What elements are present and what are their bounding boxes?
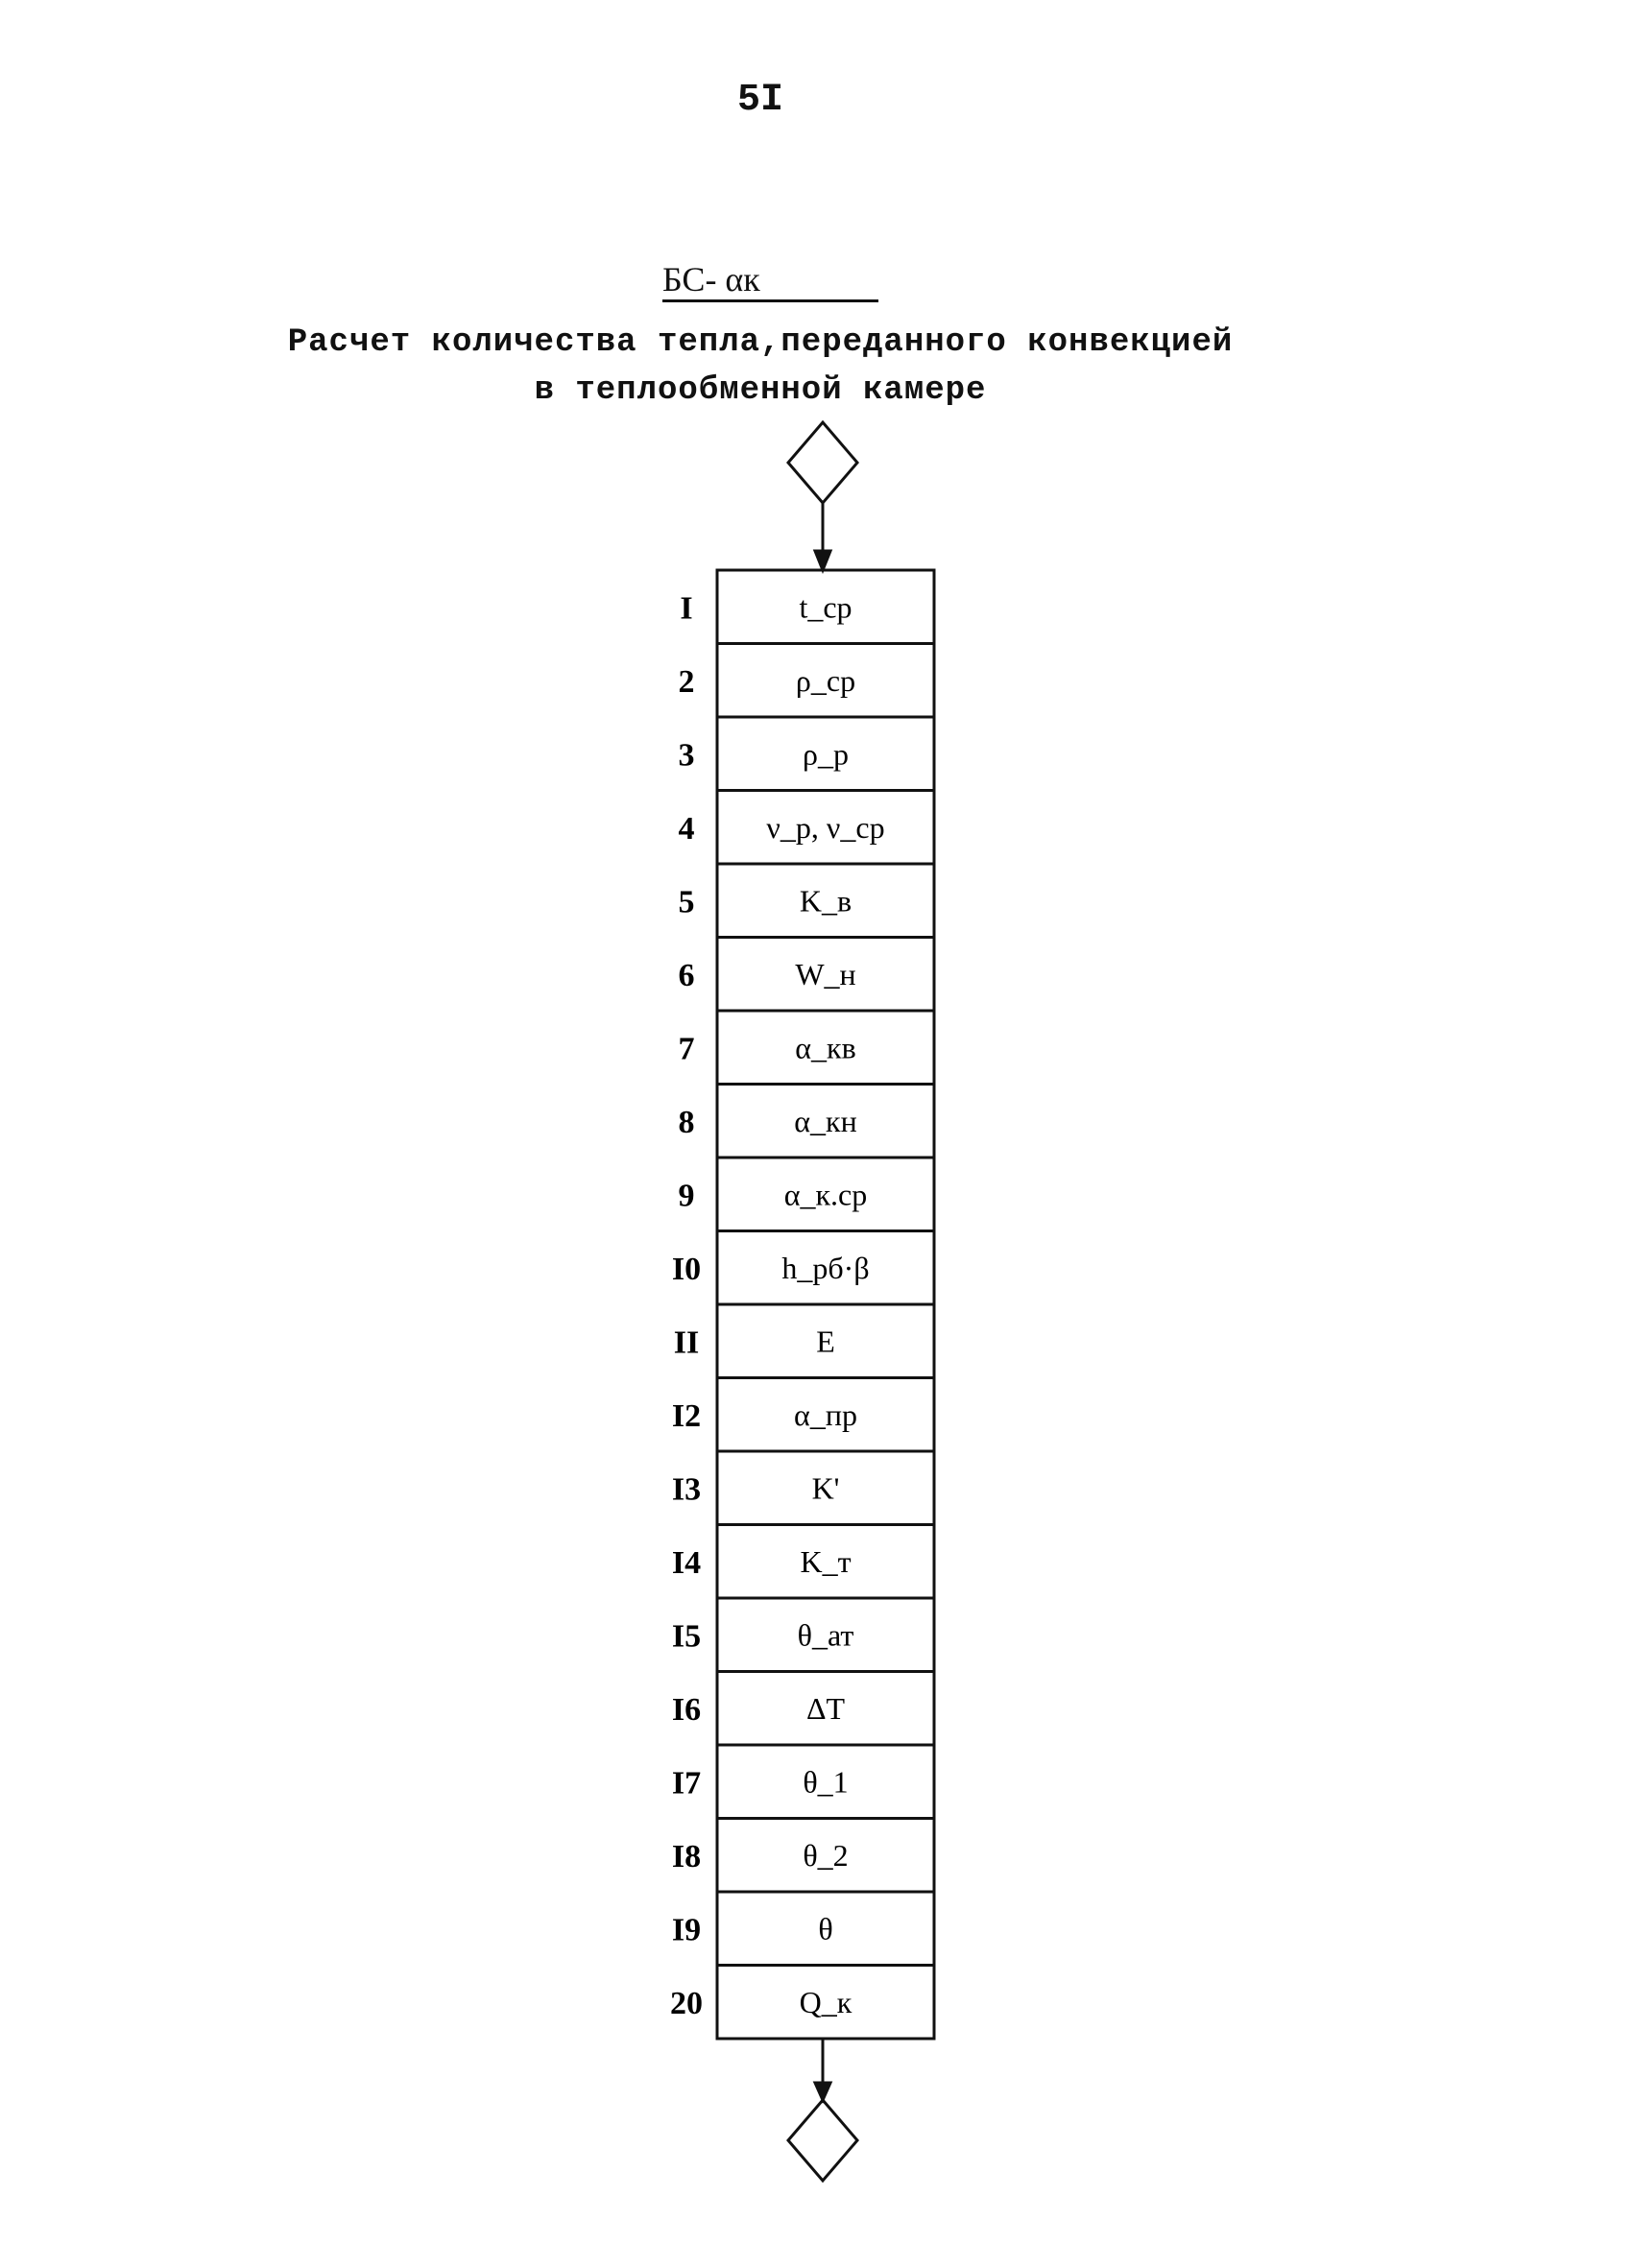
step-label: α_кн <box>794 1103 857 1138</box>
step-label: ρ_ср <box>795 662 856 698</box>
step-label: θ <box>818 1911 833 1946</box>
step-number: I6 <box>671 1691 702 1728</box>
step-number: I0 <box>671 1251 702 1287</box>
step-number: I5 <box>671 1618 702 1655</box>
step-number: II <box>673 1325 700 1361</box>
title-line-1: Расчет количества тепла,переданного конвекцией <box>287 324 1234 361</box>
step-number: I <box>680 590 693 627</box>
step-label: θ_1 <box>803 1764 849 1800</box>
step-label: K_т <box>800 1543 852 1579</box>
step-label: θ_ат <box>797 1617 854 1653</box>
step-number: 8 <box>678 1104 695 1140</box>
end-connector <box>788 2100 857 2181</box>
step-label: ΔT <box>805 1690 846 1726</box>
start-connector <box>788 422 857 503</box>
step-number: I2 <box>671 1397 702 1434</box>
step-number: 20 <box>670 1985 703 2021</box>
step-number: 6 <box>678 957 695 993</box>
step-number: 3 <box>678 737 695 774</box>
step-label: ν_р, ν_ср <box>766 809 885 845</box>
step-label: θ_2 <box>803 1837 849 1873</box>
step-label: E <box>816 1324 835 1359</box>
page-number: 5I <box>736 79 783 122</box>
step-number: I8 <box>671 1838 702 1874</box>
step-label: ρ_р <box>803 736 849 772</box>
step-number: I4 <box>671 1544 702 1581</box>
step-label: K_в <box>799 883 853 919</box>
exit-arrow-head <box>815 2083 830 2100</box>
step-number: I7 <box>671 1765 702 1802</box>
step-number: 9 <box>678 1178 695 1214</box>
step-number: I9 <box>671 1912 702 1948</box>
step-label: Q_к <box>799 1984 853 2019</box>
entry-arrow-head <box>815 551 830 570</box>
step-label: t_ср <box>799 589 853 625</box>
step-label: K' <box>811 1470 840 1506</box>
step-number: 2 <box>678 663 695 700</box>
step-label: α_кв <box>795 1030 856 1065</box>
step-label: α_пр <box>794 1397 857 1432</box>
title-line-2: в теплообменной камере <box>534 372 987 409</box>
block-code: БС- αк <box>662 260 760 298</box>
step-label: W_н <box>795 956 856 991</box>
step-label: h_рб·β <box>781 1250 870 1285</box>
step-number: 7 <box>678 1031 695 1067</box>
step-number: 5 <box>678 884 695 920</box>
step-label: α_к.ср <box>783 1177 868 1212</box>
step-number: 4 <box>678 810 695 847</box>
step-number: I3 <box>671 1471 702 1508</box>
